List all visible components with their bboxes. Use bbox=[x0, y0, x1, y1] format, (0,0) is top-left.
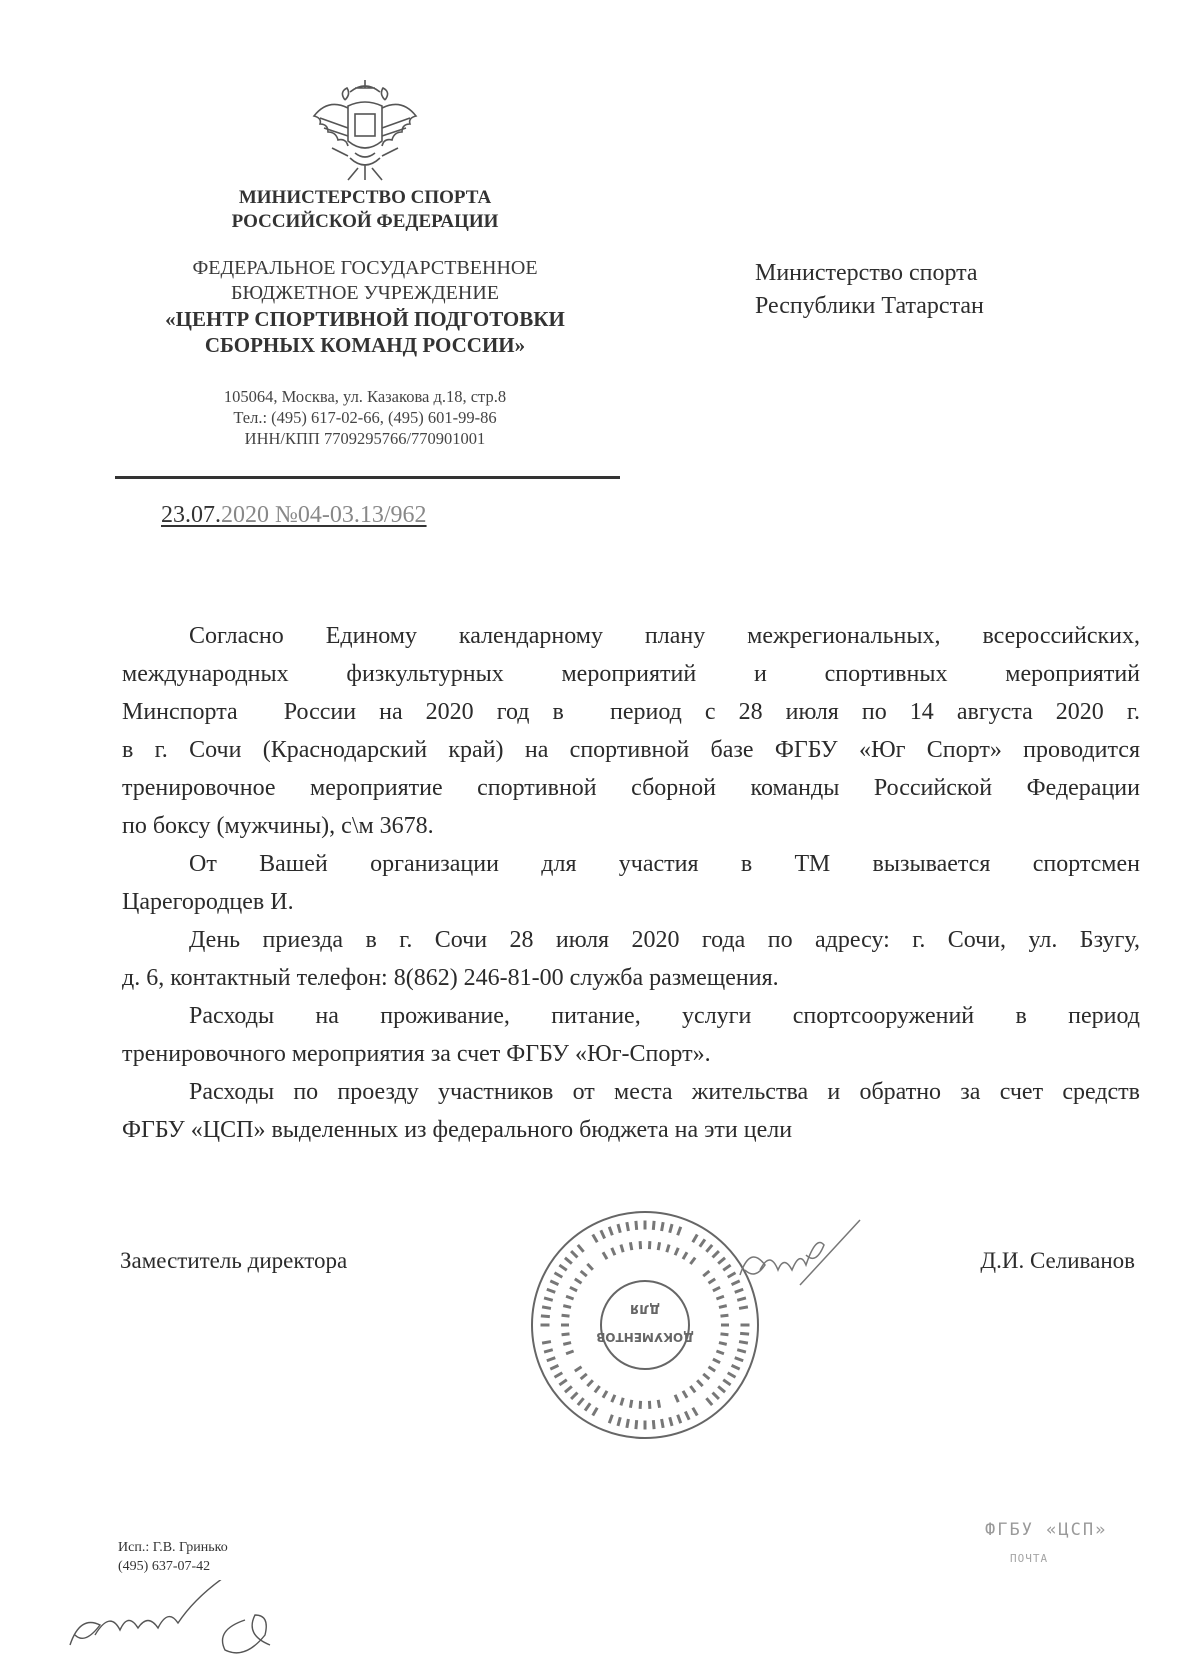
body-line: От Вашей организации для участия в ТМ вызывается спортсмен bbox=[189, 851, 1140, 877]
body-line: Расходы на проживание, питание, услуги спортсооружений в период bbox=[189, 1003, 1140, 1029]
seal-letter-mark bbox=[720, 1315, 728, 1316]
seal-letter-mark bbox=[562, 1315, 570, 1316]
seal-letter-mark bbox=[565, 1386, 572, 1392]
seal-letter-mark bbox=[697, 1380, 702, 1386]
seal-letter-mark bbox=[740, 1333, 749, 1334]
ministry-line: РОССИЙСКОЙ ФЕДЕРАЦИИ bbox=[231, 211, 499, 232]
seal-letter-mark bbox=[719, 1306, 727, 1308]
seal-letter-mark bbox=[630, 1400, 631, 1408]
seal-letter-mark bbox=[708, 1279, 715, 1283]
seal-letter-mark bbox=[735, 1358, 743, 1361]
body-line: тренировочного мероприятия за счет ФГБУ «Юг-Спорт». bbox=[122, 1041, 711, 1067]
body-line: Минспорта России на 2020 год в период с 28 июля по 14 августа 2020 г. bbox=[122, 699, 1140, 725]
seal-letter-mark bbox=[690, 1258, 695, 1264]
seal-letter-mark bbox=[595, 1386, 600, 1392]
seal-letter-mark bbox=[612, 1248, 615, 1255]
seal-letter-mark bbox=[562, 1334, 570, 1335]
seal-letter-mark bbox=[575, 1279, 582, 1283]
seal-letter-mark bbox=[544, 1350, 553, 1352]
organization-address bbox=[100, 386, 630, 449]
seal-letter-mark bbox=[737, 1350, 746, 1352]
seal-letter-mark bbox=[703, 1271, 709, 1276]
org-line: БЮДЖЕТНОЕ УЧРЕЖДЕНИЕ bbox=[230, 282, 500, 304]
body-line: День приезда в г. Сочи 28 июля 2020 года по адресу: г. Сочи, ул. Бзугу, bbox=[189, 927, 1140, 953]
org-line: ФЕДЕРАЛЬНОЕ ГОСУДАРСТВЕННОЕ bbox=[192, 257, 538, 279]
seal-letter-mark bbox=[658, 1242, 659, 1250]
seal-letter-mark bbox=[706, 1245, 712, 1252]
seal-letter-mark bbox=[601, 1230, 605, 1238]
seal-letter-mark bbox=[542, 1342, 551, 1344]
seal-letter-mark bbox=[693, 1235, 698, 1243]
seal-letter-mark bbox=[693, 1408, 698, 1416]
seal-letter-mark bbox=[720, 1334, 728, 1335]
seal-letter-mark bbox=[621, 1398, 623, 1406]
seal-letter-mark bbox=[618, 1417, 620, 1426]
document-reference bbox=[161, 502, 427, 529]
seal-letter-mark bbox=[550, 1365, 558, 1369]
seal-letter-mark bbox=[627, 1419, 629, 1428]
seal-letter-mark bbox=[603, 1252, 607, 1259]
executor-info bbox=[118, 1538, 228, 1576]
seal-letter-mark bbox=[685, 1412, 689, 1420]
seal-letter-mark bbox=[566, 1296, 574, 1299]
seal-letter-mark bbox=[690, 1386, 695, 1392]
organization-name bbox=[100, 256, 630, 358]
seal-letter-mark bbox=[713, 1251, 719, 1257]
seal-letter-mark bbox=[713, 1393, 719, 1399]
seal-letter-mark bbox=[662, 1222, 664, 1231]
seal-letter-mark bbox=[703, 1374, 709, 1379]
official-seal bbox=[525, 1205, 765, 1445]
executor-signature bbox=[60, 1580, 360, 1655]
seal-letter-mark bbox=[718, 1258, 725, 1264]
seal-letter-mark bbox=[585, 1403, 590, 1410]
seal-letter-mark bbox=[555, 1273, 563, 1278]
reference-date: 23.07. bbox=[161, 502, 221, 528]
seal-letter-mark bbox=[630, 1242, 631, 1250]
seal-letter-mark bbox=[578, 1245, 584, 1252]
mail-stamp-label: ПОЧТА bbox=[1010, 1552, 1049, 1565]
seal-letter-mark bbox=[718, 1386, 725, 1392]
reference-number: 2020 №04-03.13/962 bbox=[221, 502, 427, 528]
seal-letter-mark bbox=[581, 1374, 587, 1379]
body-line: тренировочное мероприятие спортивной сборной команды Российской Федерации bbox=[122, 775, 1140, 801]
recipient-line: Министерство спорта bbox=[755, 260, 978, 286]
seal-letter-mark bbox=[683, 1252, 687, 1259]
director-signature bbox=[730, 1215, 870, 1305]
seal-center-line: ДОКУМЕНТОВ bbox=[596, 1330, 694, 1344]
seal-letter-mark bbox=[716, 1296, 724, 1299]
seal-letter-mark bbox=[700, 1239, 705, 1246]
signatory-position: Заместитель директора bbox=[120, 1248, 348, 1273]
seal-letter-mark bbox=[739, 1342, 748, 1344]
seal-letter-mark bbox=[559, 1380, 566, 1385]
seal-letter-mark bbox=[563, 1343, 571, 1345]
header-divider bbox=[115, 476, 620, 479]
seal-letter-mark bbox=[653, 1221, 654, 1230]
seal-letter-mark bbox=[542, 1307, 551, 1309]
seal-letter-mark bbox=[541, 1316, 550, 1317]
seal-letter-mark bbox=[739, 1307, 748, 1309]
seal-ring-lettering bbox=[541, 1221, 750, 1430]
seal-letter-mark bbox=[609, 1227, 612, 1235]
address-line: 105064, Москва, ул. Казакова д.18, стр.8 bbox=[223, 387, 507, 406]
recipient bbox=[755, 257, 984, 323]
seal-letter-mark bbox=[678, 1227, 681, 1235]
seal-letter-mark bbox=[716, 1351, 724, 1354]
seal-letter-mark bbox=[565, 1258, 572, 1264]
seal-letter-mark bbox=[675, 1395, 678, 1402]
body-line: ФГБУ «ЦСП» выделенных из федерального бюджета на эти цели bbox=[122, 1117, 793, 1143]
letter-body bbox=[122, 617, 1140, 1149]
body-line: международных физкультурных мероприятий и спортивных мероприятий bbox=[122, 661, 1140, 687]
body-line: в г. Сочи (Краснодарский край) на спортивной базе ФГБУ «Юг Спорт» проводится bbox=[122, 737, 1140, 763]
seal-letter-mark bbox=[570, 1287, 577, 1291]
body-line: Царегородцев И. bbox=[122, 889, 294, 915]
seal-letter-mark bbox=[713, 1287, 720, 1291]
body-line: по боксу (мужчины), с\м 3678. bbox=[122, 813, 434, 839]
seal-letter-mark bbox=[636, 1221, 637, 1230]
org-name-line: СБОРНЫХ КОМАНД РОССИИ» bbox=[204, 333, 526, 357]
seal-letter-mark bbox=[581, 1271, 587, 1276]
seal-letter-mark bbox=[706, 1398, 712, 1405]
seal-letter-mark bbox=[578, 1398, 584, 1405]
seal-letter-mark bbox=[713, 1359, 720, 1363]
org-name-line: «ЦЕНТР СПОРТИВНОЙ ПОДГОТОВКИ bbox=[165, 307, 565, 331]
seal-letter-mark bbox=[708, 1367, 715, 1371]
seal-letter-mark bbox=[587, 1264, 592, 1270]
seal-letter-mark bbox=[678, 1415, 681, 1423]
ministry-name bbox=[100, 186, 630, 234]
seal-letter-mark bbox=[550, 1281, 558, 1285]
seal-letter-mark bbox=[593, 1408, 598, 1416]
seal-letter-mark bbox=[675, 1248, 678, 1255]
seal-letter-mark bbox=[653, 1420, 654, 1429]
seal-letter-mark bbox=[719, 1343, 727, 1345]
recipient-line: Республики Татарстан bbox=[755, 293, 984, 319]
seal-letter-mark bbox=[575, 1367, 582, 1371]
seal-letter-mark bbox=[618, 1224, 620, 1233]
seal-letter-mark bbox=[723, 1380, 730, 1385]
seal-letter-mark bbox=[603, 1391, 607, 1398]
body-line: д. 6, контактный телефон: 8(862) 246-81-00 служба размещения. bbox=[122, 965, 779, 991]
seal-letter-mark bbox=[547, 1358, 555, 1361]
inn-line: ИНН/КПП 7709295766/770901001 bbox=[244, 429, 486, 448]
body-line: Расходы по проезду участников от места жительства и обратно за счет средств bbox=[189, 1079, 1140, 1105]
seal-letter-mark bbox=[662, 1419, 664, 1428]
seal-letter-mark bbox=[587, 1380, 592, 1386]
seal-letter-mark bbox=[571, 1251, 577, 1257]
coat-of-arms-emblem bbox=[310, 78, 420, 183]
seal-letter-mark bbox=[732, 1365, 740, 1369]
body-line: Согласно Единому календарному плану межрегиональных, всероссийских, bbox=[189, 623, 1140, 649]
seal-letter-mark bbox=[609, 1415, 612, 1423]
seal-letter-mark bbox=[627, 1222, 629, 1231]
executor-name: Исп.: Г.В. Гринько bbox=[118, 1540, 228, 1555]
seal-letter-mark bbox=[670, 1417, 672, 1426]
executor-phone: (495) 637-07-42 bbox=[118, 1559, 211, 1574]
seal-letter-mark bbox=[566, 1351, 574, 1354]
seal-letter-mark bbox=[658, 1400, 659, 1408]
seal-letter-mark bbox=[593, 1235, 598, 1243]
mail-stamp-org: ФГБУ «ЦСП» bbox=[985, 1520, 1108, 1540]
seal-letter-mark bbox=[563, 1306, 571, 1308]
phone-line: Тел.: (495) 617-02-66, (495) 601-99-86 bbox=[233, 408, 497, 427]
ministry-line: МИНИСТЕРСТВО СПОРТА bbox=[238, 187, 492, 208]
seal-letter-mark bbox=[559, 1265, 566, 1270]
signatory-name: Д.И. Селиванов bbox=[980, 1248, 1135, 1273]
seal-letter-mark bbox=[621, 1245, 623, 1253]
seal-center-line: ДЛЯ bbox=[630, 1302, 660, 1316]
seal-letter-mark bbox=[547, 1289, 555, 1292]
seal-letter-mark bbox=[544, 1298, 553, 1300]
seal-letter-mark bbox=[612, 1395, 615, 1402]
seal-letter-mark bbox=[667, 1245, 669, 1253]
seal-letter-mark bbox=[571, 1393, 577, 1399]
seal-letter-mark bbox=[728, 1373, 736, 1378]
seal-letter-mark bbox=[636, 1420, 637, 1429]
seal-letter-mark bbox=[555, 1373, 563, 1378]
seal-letter-mark bbox=[670, 1224, 672, 1233]
seal-letter-mark bbox=[683, 1391, 687, 1398]
